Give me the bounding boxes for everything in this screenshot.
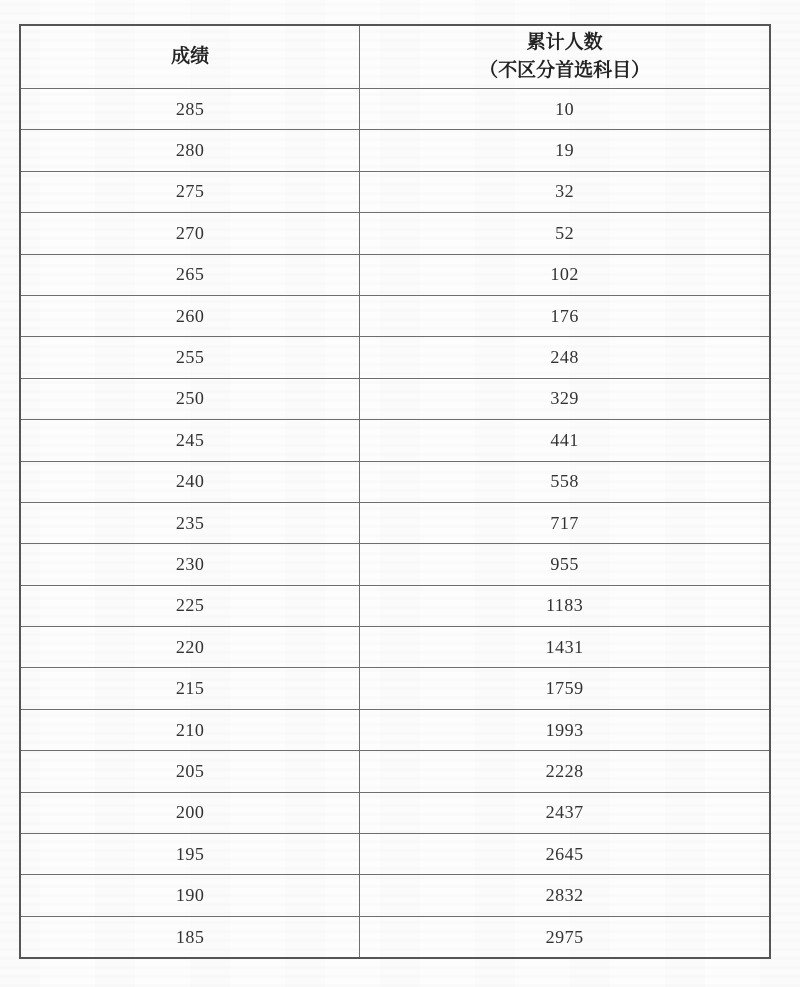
score-cell: 245 [20,420,360,461]
table-row [20,378,770,419]
score-cell: 275 [20,171,360,212]
table-body [20,89,770,959]
score-cell: 265 [20,254,360,295]
score-cell: 255 [20,337,360,378]
table-row [20,254,770,295]
table-row [20,337,770,378]
count-cell: 717 [360,502,770,543]
count-cell: 10 [360,89,770,130]
score-cell: 220 [20,627,360,668]
table-row [20,420,770,461]
count-cell: 176 [360,295,770,336]
count-cell: 2437 [360,792,770,833]
score-cell: 250 [20,378,360,419]
header-count-label-line1: 累计人数 [526,32,603,53]
table-row [20,461,770,502]
score-cell: 270 [20,213,360,254]
count-cell: 102 [360,254,770,295]
count-cell: 32 [360,171,770,212]
score-cell: 240 [20,461,360,502]
table-row [20,585,770,626]
header-score-label: 成绩 [171,46,210,67]
count-cell: 2975 [360,916,770,958]
count-cell: 2228 [360,751,770,792]
score-cell: 205 [20,751,360,792]
header-score [20,25,360,89]
score-cell: 285 [20,89,360,130]
score-cell: 225 [20,585,360,626]
header-row [20,25,770,89]
table-row [20,792,770,833]
count-cell: 2832 [360,875,770,916]
count-cell: 441 [360,420,770,461]
count-cell: 2645 [360,834,770,875]
count-cell: 19 [360,130,770,171]
table-row [20,627,770,668]
table-row [20,668,770,709]
score-cell: 185 [20,916,360,958]
table-row [20,834,770,875]
table-row [20,171,770,212]
score-cell: 200 [20,792,360,833]
table-row [20,751,770,792]
count-cell: 52 [360,213,770,254]
score-cell: 280 [20,130,360,171]
count-cell: 248 [360,337,770,378]
table-row [20,709,770,750]
table-header [20,25,770,89]
table-row [20,916,770,958]
count-cell: 558 [360,461,770,502]
count-cell: 955 [360,544,770,585]
count-cell: 1183 [360,585,770,626]
header-count [360,25,770,89]
count-cell: 1759 [360,668,770,709]
table-row [20,213,770,254]
table-row [20,875,770,916]
score-cell: 195 [20,834,360,875]
header-count-label-line2: （不区分首选科目） [479,60,651,81]
score-cell: 215 [20,668,360,709]
score-cell: 190 [20,875,360,916]
table-row [20,544,770,585]
count-cell: 1993 [360,709,770,750]
score-cell: 210 [20,709,360,750]
table-row [20,130,770,171]
score-cell: 230 [20,544,360,585]
table-row [20,89,770,130]
score-cell: 260 [20,295,360,336]
count-cell: 1431 [360,627,770,668]
count-cell: 329 [360,378,770,419]
table-row [20,295,770,336]
table-row [20,502,770,543]
score-distribution-table [19,24,771,959]
score-cell: 235 [20,502,360,543]
